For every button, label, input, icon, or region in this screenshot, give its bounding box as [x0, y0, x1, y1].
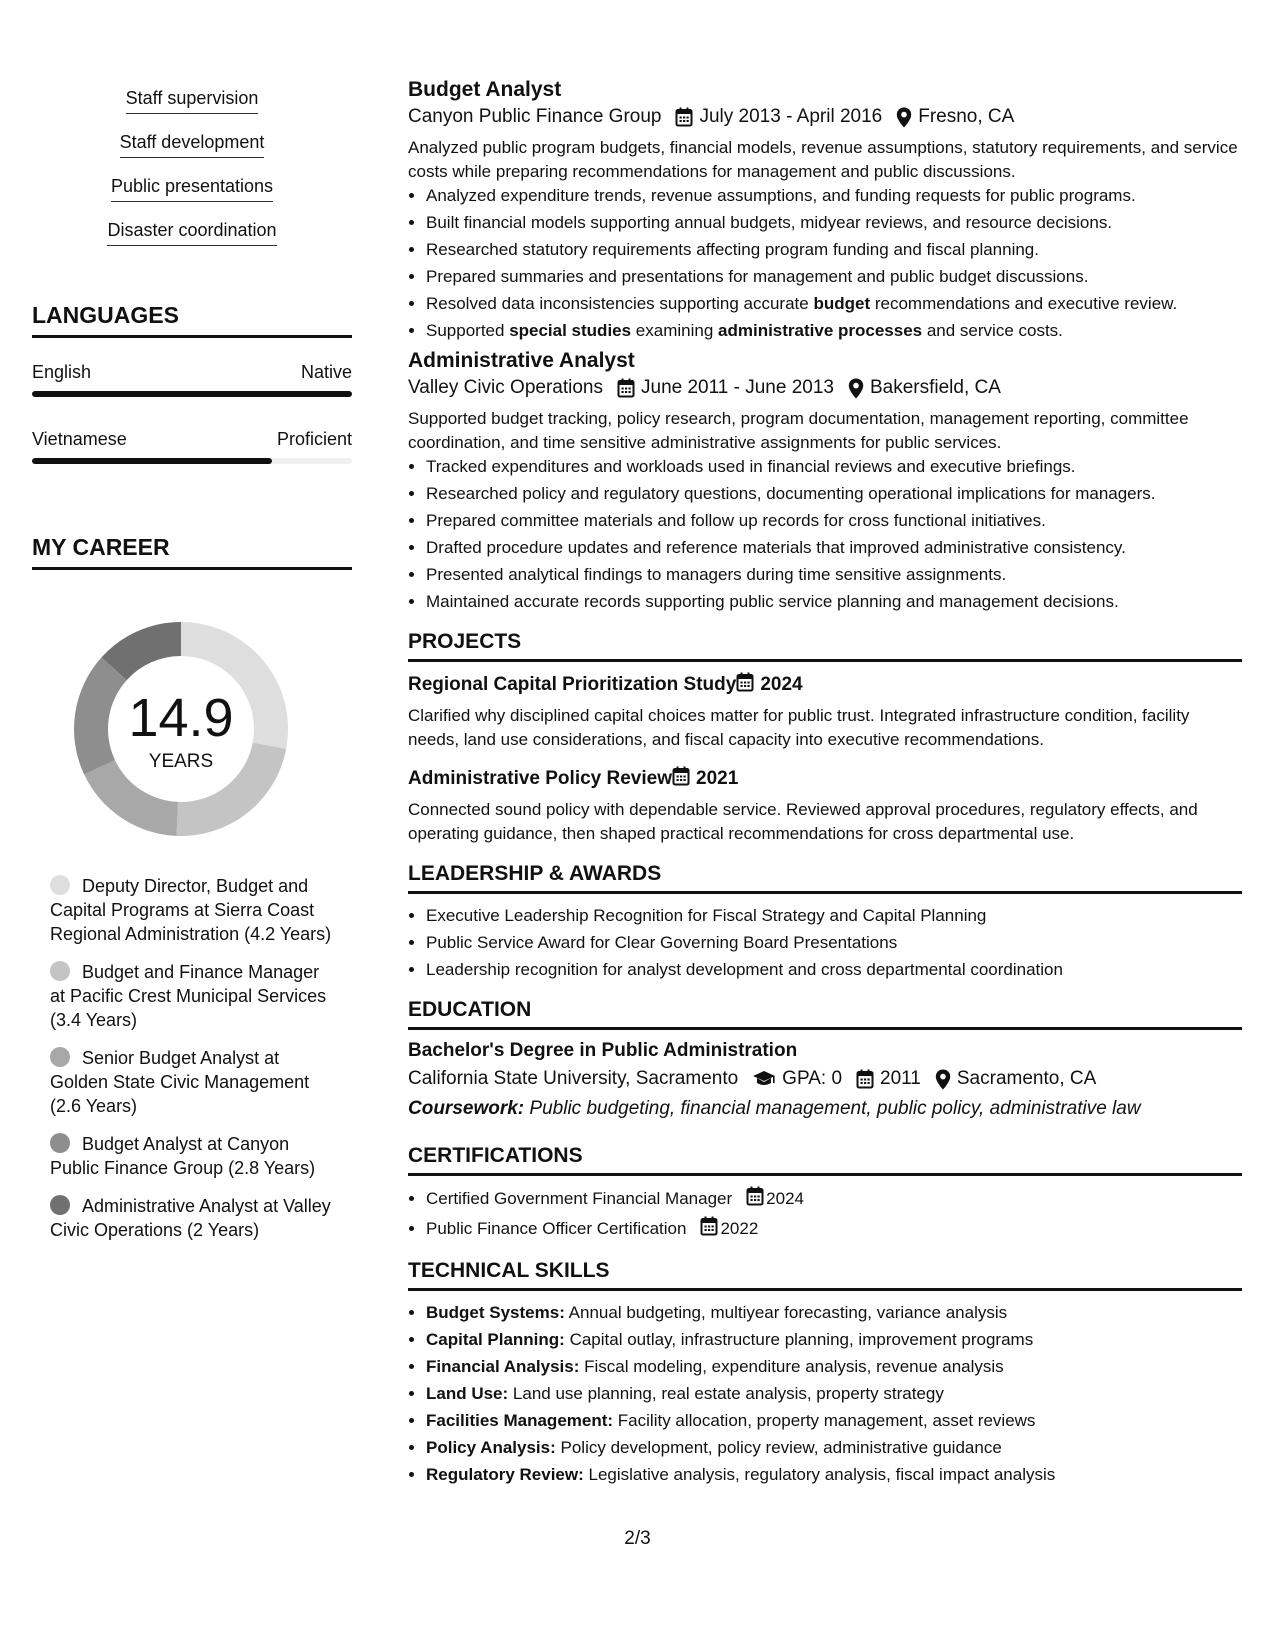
- school-location: Sacramento, CA: [956, 1068, 1097, 1089]
- bullet-text: recommendations and executive review.: [870, 294, 1178, 313]
- calendar-icon: [856, 1069, 874, 1089]
- language-proficiency-fill: [32, 391, 352, 397]
- leadership-list: [408, 904, 1242, 982]
- graduation-year: 2011: [880, 1068, 921, 1089]
- bullet-text: Presented analytical findings to managers during time sensitive assignments.: [426, 565, 1007, 584]
- strength-item: Staff supervision: [126, 88, 259, 114]
- coursework-label: Coursework:: [408, 1098, 525, 1119]
- career-legend: [50, 874, 335, 1242]
- bullet-text: Prepared committee materials and follow up records for cross functional initiatives.: [426, 511, 1046, 530]
- career-legend-label: Administrative Analyst at Valley Civic Operations (2 Years): [50, 1196, 331, 1240]
- certification-name: Certified Government Financial Manager: [426, 1188, 733, 1208]
- certifications-list: [408, 1186, 1242, 1243]
- job-bullet: [426, 292, 1242, 316]
- calendar-icon: [675, 107, 693, 127]
- skill-category: Financial Analysis:: [426, 1357, 580, 1376]
- job-title: Budget Analyst: [408, 78, 562, 101]
- education-title: EDUCATION: [408, 998, 1242, 1030]
- skill-item: [426, 1463, 1242, 1487]
- career-section: [32, 534, 352, 1242]
- project-year: 2021: [696, 768, 739, 789]
- experience-list: [408, 78, 1242, 614]
- projects-title: PROJECTS: [408, 630, 1242, 662]
- project-year: 2024: [760, 674, 803, 695]
- job-bullet: [426, 184, 1242, 208]
- leadership-title: LEADERSHIP & AWARDS: [408, 862, 1242, 894]
- job-bullet: [426, 482, 1242, 506]
- location-pin-icon: [896, 107, 912, 128]
- job-title: Administrative Analyst: [408, 349, 635, 372]
- job-location: Fresno, CA: [918, 106, 1015, 127]
- skill-category: Facilities Management:: [426, 1411, 614, 1430]
- skill-item: [426, 1436, 1242, 1460]
- legend-dot-icon: [50, 1133, 70, 1153]
- skill-item: [426, 1355, 1242, 1379]
- location-pin-icon: [935, 1069, 951, 1090]
- job-bullet: [426, 563, 1242, 587]
- skill-item: [426, 1382, 1242, 1406]
- bullet-keyword: special studies: [509, 321, 632, 340]
- gpa-value: GPA: 0: [782, 1068, 843, 1089]
- job-bullet: [426, 509, 1242, 533]
- career-legend-item: [50, 1194, 335, 1242]
- job-bullet: [426, 455, 1242, 479]
- skill-values: Facility allocation, property management, asset reviews: [617, 1411, 1036, 1430]
- calendar-icon: [736, 672, 754, 698]
- job-entry: [408, 349, 1242, 614]
- left-column: [32, 80, 352, 1256]
- skill-values: Capital outlay, infrastructure planning, improvement programs: [569, 1330, 1034, 1349]
- language-item: [32, 429, 352, 464]
- job-bullet: [426, 238, 1242, 262]
- skill-category: Policy Analysis:: [426, 1438, 556, 1457]
- company-name: Canyon Public Finance Group: [408, 106, 662, 127]
- calendar-icon: [700, 1216, 718, 1243]
- calendar-icon: [617, 378, 635, 398]
- bullet-text: Researched policy and regulatory questions, documenting operational implications for managers.: [426, 484, 1156, 503]
- project-name: Administrative Policy Review: [408, 768, 672, 789]
- company-name: Valley Civic Operations: [408, 377, 604, 398]
- coursework-list: Public budgeting, financial management, public policy, administrative law: [529, 1098, 1141, 1119]
- career-legend-item: [50, 874, 335, 946]
- language-level: Native: [300, 362, 352, 382]
- career-title: MY CAREER: [32, 534, 352, 570]
- project-description: Clarified why disciplined capital choices matter for public trust. Integrated infrastructure condition, facility needs, land use considerations, and fiscal capacity into executive recommendations.: [408, 706, 1190, 749]
- job-description: Analyzed public program budgets, financial models, revenue assumptions, statutory requirements, and service costs while preparing recommendations for management and public discussions.: [408, 138, 1238, 181]
- job-meta: [408, 106, 1242, 128]
- bullet-text: Supported: [426, 321, 510, 340]
- strength-item: Staff development: [120, 132, 265, 158]
- job-bullet: [426, 319, 1242, 343]
- strength-item: Disaster coordination: [107, 220, 276, 246]
- career-legend-label: Deputy Director, Budget and Capital Programs at Sierra Coast Regional Administration (4.2 Years): [50, 876, 332, 944]
- skill-category: Land Use:: [426, 1384, 509, 1403]
- skill-values: Land use planning, real estate analysis, property strategy: [512, 1384, 944, 1403]
- language-item: [32, 362, 352, 397]
- strength-item: Public presentations: [111, 176, 273, 202]
- degree-name: Bachelor's Degree in Public Administration: [408, 1040, 798, 1061]
- page-number: 2/3: [624, 1528, 651, 1549]
- languages-section: [32, 302, 352, 464]
- job-entry: [408, 78, 1242, 343]
- bullet-text: Resolved data inconsistencies supporting accurate: [426, 294, 814, 313]
- bullet-text: and service costs.: [922, 321, 1063, 340]
- education-entry: [408, 1040, 1242, 1120]
- career-legend-item: [50, 1046, 335, 1118]
- job-location: Bakersfield, CA: [869, 377, 1001, 398]
- bullet-text: Built financial models supporting annual budgets, midyear reviews, and resource decisions.: [426, 213, 1113, 232]
- skill-item: [426, 1301, 1242, 1325]
- language-level: Proficient: [276, 429, 352, 449]
- skill-category: Regulatory Review:: [426, 1465, 584, 1484]
- career-years-unit: YEARS: [148, 751, 214, 772]
- award-item: • Leadership recognition for analyst development and cross departmental coordination: [426, 958, 1242, 982]
- language-proficiency-bar: [32, 458, 352, 464]
- language-name: English: [32, 362, 92, 382]
- job-dates: July 2013 - April 2016: [699, 106, 883, 127]
- legend-dot-icon: [50, 961, 70, 981]
- location-pin-icon: [848, 378, 864, 399]
- career-total-years: 14.9: [128, 688, 234, 748]
- language-proficiency-bar: [32, 391, 352, 397]
- certifications-title: CERTIFICATIONS: [408, 1144, 1242, 1176]
- career-legend-item: [50, 960, 335, 1032]
- career-legend-item: [50, 1132, 335, 1180]
- skill-category: Capital Planning:: [426, 1330, 565, 1349]
- skills-title: TECHNICAL SKILLS: [408, 1259, 1242, 1291]
- right-column: [408, 78, 1242, 1493]
- skill-item: [426, 1328, 1242, 1352]
- graduation-cap-icon: [752, 1070, 776, 1088]
- project-title-row: [408, 766, 1242, 792]
- legend-dot-icon: [50, 875, 70, 895]
- skill-values: Fiscal modeling, expenditure analysis, revenue analysis: [584, 1357, 1004, 1376]
- legend-dot-icon: [50, 1047, 70, 1067]
- project-entry: [408, 672, 1242, 752]
- project-name: Regional Capital Prioritization Study: [408, 674, 737, 695]
- calendar-icon: [746, 1186, 764, 1213]
- bullet-keyword: budget: [813, 294, 871, 313]
- certification-name: Public Finance Officer Certification: [426, 1218, 687, 1238]
- certification-item: [426, 1186, 1242, 1213]
- bullet-text: Analyzed expenditure trends, revenue assumptions, and funding requests for public programs.: [426, 186, 1136, 205]
- job-bullet: [426, 211, 1242, 235]
- calendar-icon: [672, 766, 690, 792]
- language-proficiency-fill: [32, 458, 272, 464]
- skill-values: Legislative analysis, regulatory analysis, fiscal impact analysis: [588, 1465, 1056, 1484]
- bullet-text: Prepared summaries and presentations for management and public budget discussions.: [426, 267, 1089, 286]
- coursework: [408, 1098, 1242, 1120]
- skill-values: Policy development, policy review, administrative guidance: [560, 1438, 1002, 1457]
- project-description: Connected sound policy with dependable service. Reviewed approval procedures, regulatory effects, and operating guidance, then shaped practical recommendations for cross departmental use.: [408, 800, 1198, 843]
- skills-list: [408, 1301, 1242, 1487]
- award-item: • Public Service Award for Clear Governing Board Presentations: [426, 931, 1242, 955]
- project-title-row: [408, 672, 1242, 698]
- certification-year: 2022: [720, 1218, 759, 1238]
- job-bullets: [408, 455, 1242, 614]
- bullet-text: Researched statutory requirements affecting program funding and fiscal planning.: [426, 240, 1039, 259]
- strengths-list: [32, 80, 352, 256]
- school-name: California State University, Sacramento: [408, 1068, 739, 1089]
- career-legend-label: Budget Analyst at Canyon Public Finance Group (2.8 Years): [50, 1134, 316, 1178]
- job-bullet: [426, 265, 1242, 289]
- career-legend-label: Budget and Finance Manager at Pacific Crest Municipal Services (3.4 Years): [50, 962, 327, 1030]
- job-dates: June 2011 - June 2013: [641, 377, 834, 398]
- skill-category: Budget Systems:: [426, 1303, 565, 1322]
- language-name: Vietnamese: [32, 429, 127, 449]
- languages-title: LANGUAGES: [32, 302, 352, 338]
- job-description: Supported budget tracking, policy research, program documentation, management reporting, committee coordination, and time sensitive administrative assignments for public services.: [408, 409, 1189, 452]
- job-bullets: [408, 184, 1242, 343]
- skill-item: [426, 1409, 1242, 1433]
- certification-year: 2024: [766, 1188, 804, 1208]
- bullet-keyword: administrative processes: [718, 321, 923, 340]
- legend-dot-icon: [50, 1195, 70, 1215]
- skill-values: Annual budgeting, multiyear forecasting, variance analysis: [568, 1303, 1008, 1322]
- career-donut-chart: [66, 614, 296, 844]
- bullet-text: Maintained accurate records supporting public service planning and management decisions.: [426, 592, 1119, 611]
- bullet-text: Tracked expenditures and workloads used in financial reviews and executive briefings.: [426, 457, 1076, 476]
- project-entry: [408, 766, 1242, 846]
- bullet-text: examining: [631, 321, 719, 340]
- career-legend-label: Senior Budget Analyst at Golden State Civic Management (2.6 Years): [50, 1048, 310, 1116]
- job-meta: [408, 377, 1242, 399]
- job-bullet: [426, 536, 1242, 560]
- job-bullet: [426, 590, 1242, 614]
- bullet-text: Drafted procedure updates and reference materials that improved administrative consistency.: [426, 538, 1126, 557]
- projects-list: [408, 672, 1242, 846]
- certification-item: [426, 1216, 1242, 1243]
- award-item: • Executive Leadership Recognition for Fiscal Strategy and Capital Planning: [426, 904, 1242, 928]
